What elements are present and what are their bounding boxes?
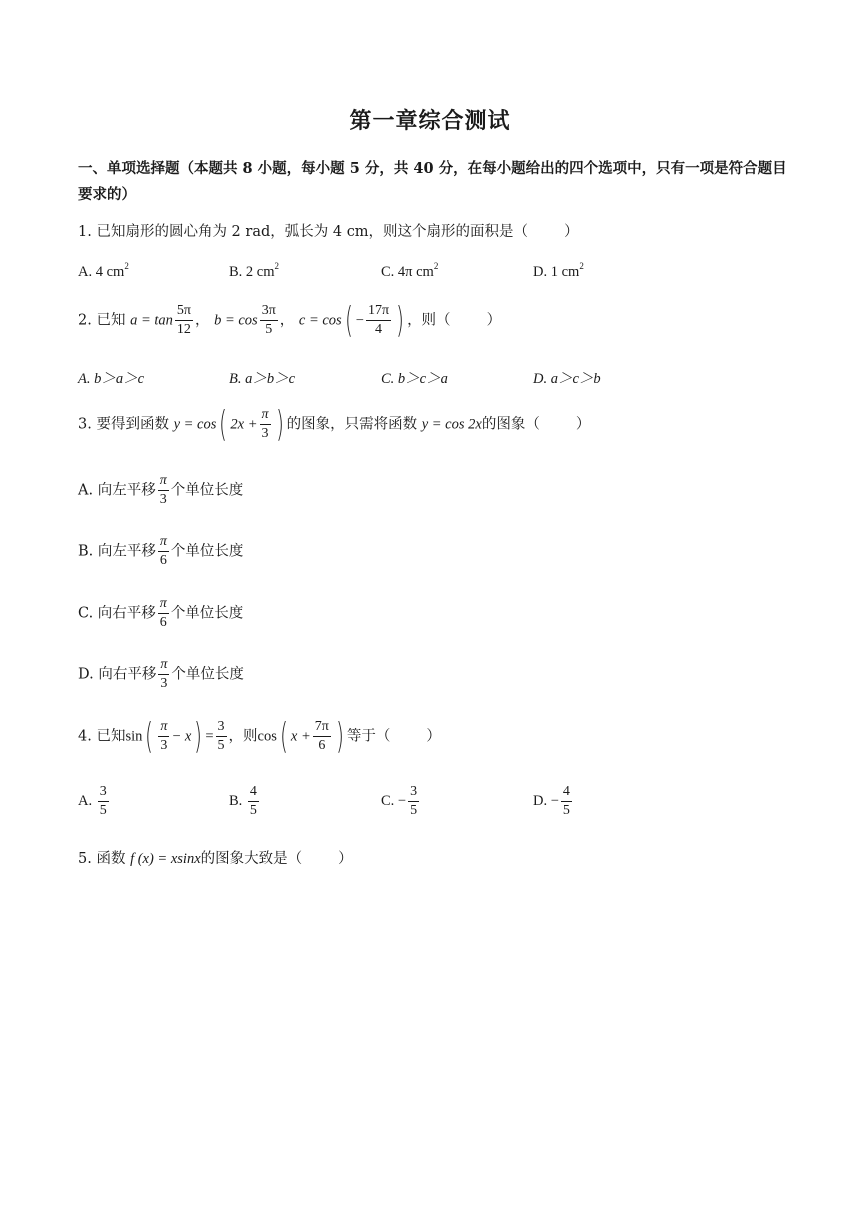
expr-b: b = cos	[214, 312, 258, 329]
expr-c: c = cos	[298, 312, 342, 329]
question-4-option-b: B. $\frac{4}{5}$	[229, 784, 257, 818]
question-2-option-d: D. a＞c＞b	[533, 371, 601, 387]
expr-a: a = tan	[130, 312, 173, 329]
section-heading: 一、单项选择题（本题共 8 小题，每小题 5 分，共 40 分，在每小题给出的四个选项中，只有一项是符合题目要求的）	[78, 160, 787, 203]
question-2: 2. 已知 a = tan $\frac{5\pi}{12}$ ， b = cos $\frac{3\pi}{5}$ ， c = cos( − $\frac{17\pi}{4}$ ) ，则（ ）	[78, 299, 502, 341]
question-3-option-d: D. 向右平移 $\frac{\pi}{3}$ 个单位长度	[78, 657, 244, 691]
fraction: $\frac{\pi}{3}$	[261, 407, 269, 441]
question-1-option-c: C. 4π $cm^2$	[381, 261, 439, 280]
question-4-option-a: A. $\frac{3}{5}$	[78, 784, 107, 818]
question-1-option-a: A. 4 $cm^2$	[78, 261, 129, 280]
question-1-text: 1. 已知扇形的圆心角为 2 rad，弧长为 4 cm，则这个扇形的面积是（	[78, 224, 529, 240]
question-3-option-c: C. 向右平移 $\frac{\pi}{6}$ 个单位长度	[78, 596, 244, 630]
fraction: $\frac{3\pi}{5}$	[261, 303, 276, 337]
question-4-option-d: D. − $\frac{4}{5}$	[533, 784, 570, 818]
question-1-option-b: B. 2 $cm^2$	[229, 261, 280, 280]
question-1	[78, 220, 579, 241]
question-3: 3. 要得到函数 y = cos( 2x + $\frac{\pi}{3}$ ) 的图象，只需将函数 y = cos 2x的图象（ ）	[78, 403, 591, 445]
question-1-close: ）	[564, 224, 579, 240]
question-5: 5. 函数 f (x) = xsinx的图象大致是（ ）	[78, 851, 353, 867]
question-3-option-b: B. 向左平移 $\frac{\pi}{6}$ 个单位长度	[78, 534, 244, 568]
question-2-option-b: B. a＞b＞c	[229, 371, 296, 387]
question-1-option-d: D. 1 $cm^2$	[533, 261, 584, 280]
question-2-option-c: C. b＞c＞a	[381, 371, 448, 387]
question-4: 4. 已知sin( $\frac{\pi}{3}$ − x) = $\frac{3}{5}$ ，则cos( x + $\frac{7\pi}{6}$ ) 等于（ ）	[78, 715, 441, 757]
question-4-option-c: C. − $\frac{3}{5}$	[381, 784, 418, 818]
page-title: 第一章综合测试	[349, 108, 511, 134]
question-3-option-a: A. 向左平移 $\frac{\pi}{3}$ 个单位长度	[78, 473, 244, 507]
fraction: $\frac{5\pi}{12}$	[176, 303, 191, 337]
fraction: $\frac{17\pi}{4}$	[367, 303, 390, 337]
question-2-option-a: A. b＞a＞c	[78, 371, 145, 387]
